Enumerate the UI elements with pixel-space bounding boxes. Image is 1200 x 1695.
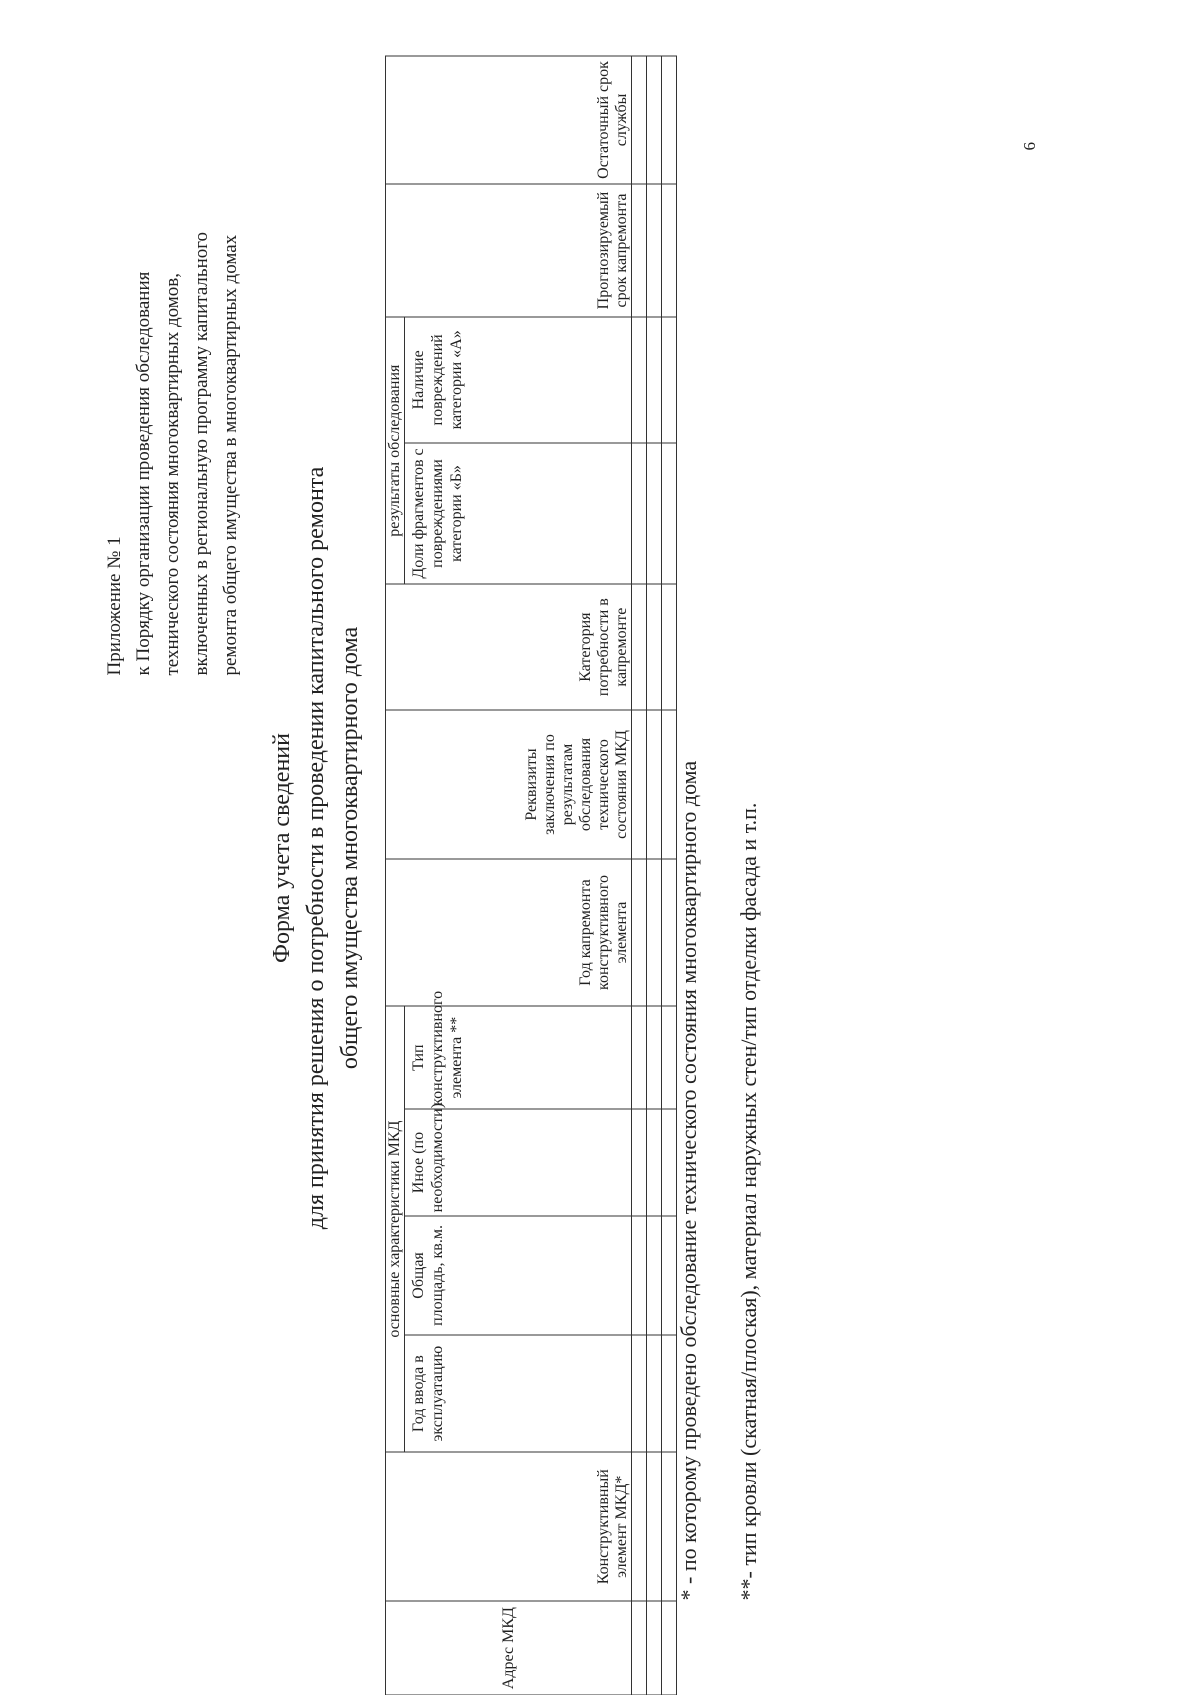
title-line: Форма учета сведений (269, 732, 295, 963)
footnote-2: **- тип кровли (скатная/плоская), материал наружных стен/тип отделки фасада и т.п. (736, 802, 761, 1600)
appendix-line: ремонта общего имущества в многоквартирных домах (220, 234, 241, 675)
column-header-repair-year: Год капремонта конструктивного элемента (386, 859, 632, 1006)
title-line: общего имущества многоквартирного дома (337, 626, 363, 1069)
column-header-commission-year: Год ввода в эксплуатацию (405, 1335, 632, 1452)
group-header-results: результаты обследования (386, 317, 405, 584)
appendix-line: к Порядку организации проведения обследования (133, 271, 154, 675)
column-header-area: Общая площадь, кв.м. (405, 1215, 632, 1334)
column-header-remaining-life: Остаточный срок службы (386, 56, 632, 184)
appendix-line: включенных в региональную программу капитального (191, 231, 212, 675)
table-row (647, 56, 662, 1695)
form-title (265, 0, 367, 1695)
column-header-category: Категория потребности в капремонте (386, 584, 632, 710)
table-row (632, 56, 647, 1695)
appendix-line: технического состояния многоквартирных домов, (162, 272, 183, 675)
table-row (662, 56, 677, 1695)
column-header-damage-a: Наличие повреждений категории «А» (405, 317, 632, 443)
column-header-element-type: Тип конструктивного элемента ** (405, 1005, 632, 1108)
title-line: для принятия решения о потребности в проведении капитального ремонта (303, 466, 329, 1229)
column-header-damage-b: Доли фрагментов с повреждениями категории «Б» (405, 442, 632, 584)
page-number: 6 (1020, 141, 1039, 150)
column-header-other: Иное (по необходимости) (405, 1109, 632, 1215)
column-header-conclusion: Реквизиты заключения по результатам обследования технического состояния МКД (386, 709, 632, 858)
column-header-element: Конструктивный элемент МКД* (386, 1452, 632, 1601)
group-header-characteristics: основные характеристики МКД (386, 1005, 405, 1451)
appendix-header (100, 231, 245, 675)
column-header-address: Адрес МКД (386, 1601, 632, 1695)
appendix-line: Приложение № 1 (104, 535, 125, 675)
accounting-table (385, 55, 677, 1695)
column-header-forecast: Прогнозируемый срок капремонта (386, 183, 632, 316)
footnote-1: * - по которому проведено обследование технического состояния многоквартирного дома (676, 760, 701, 1600)
